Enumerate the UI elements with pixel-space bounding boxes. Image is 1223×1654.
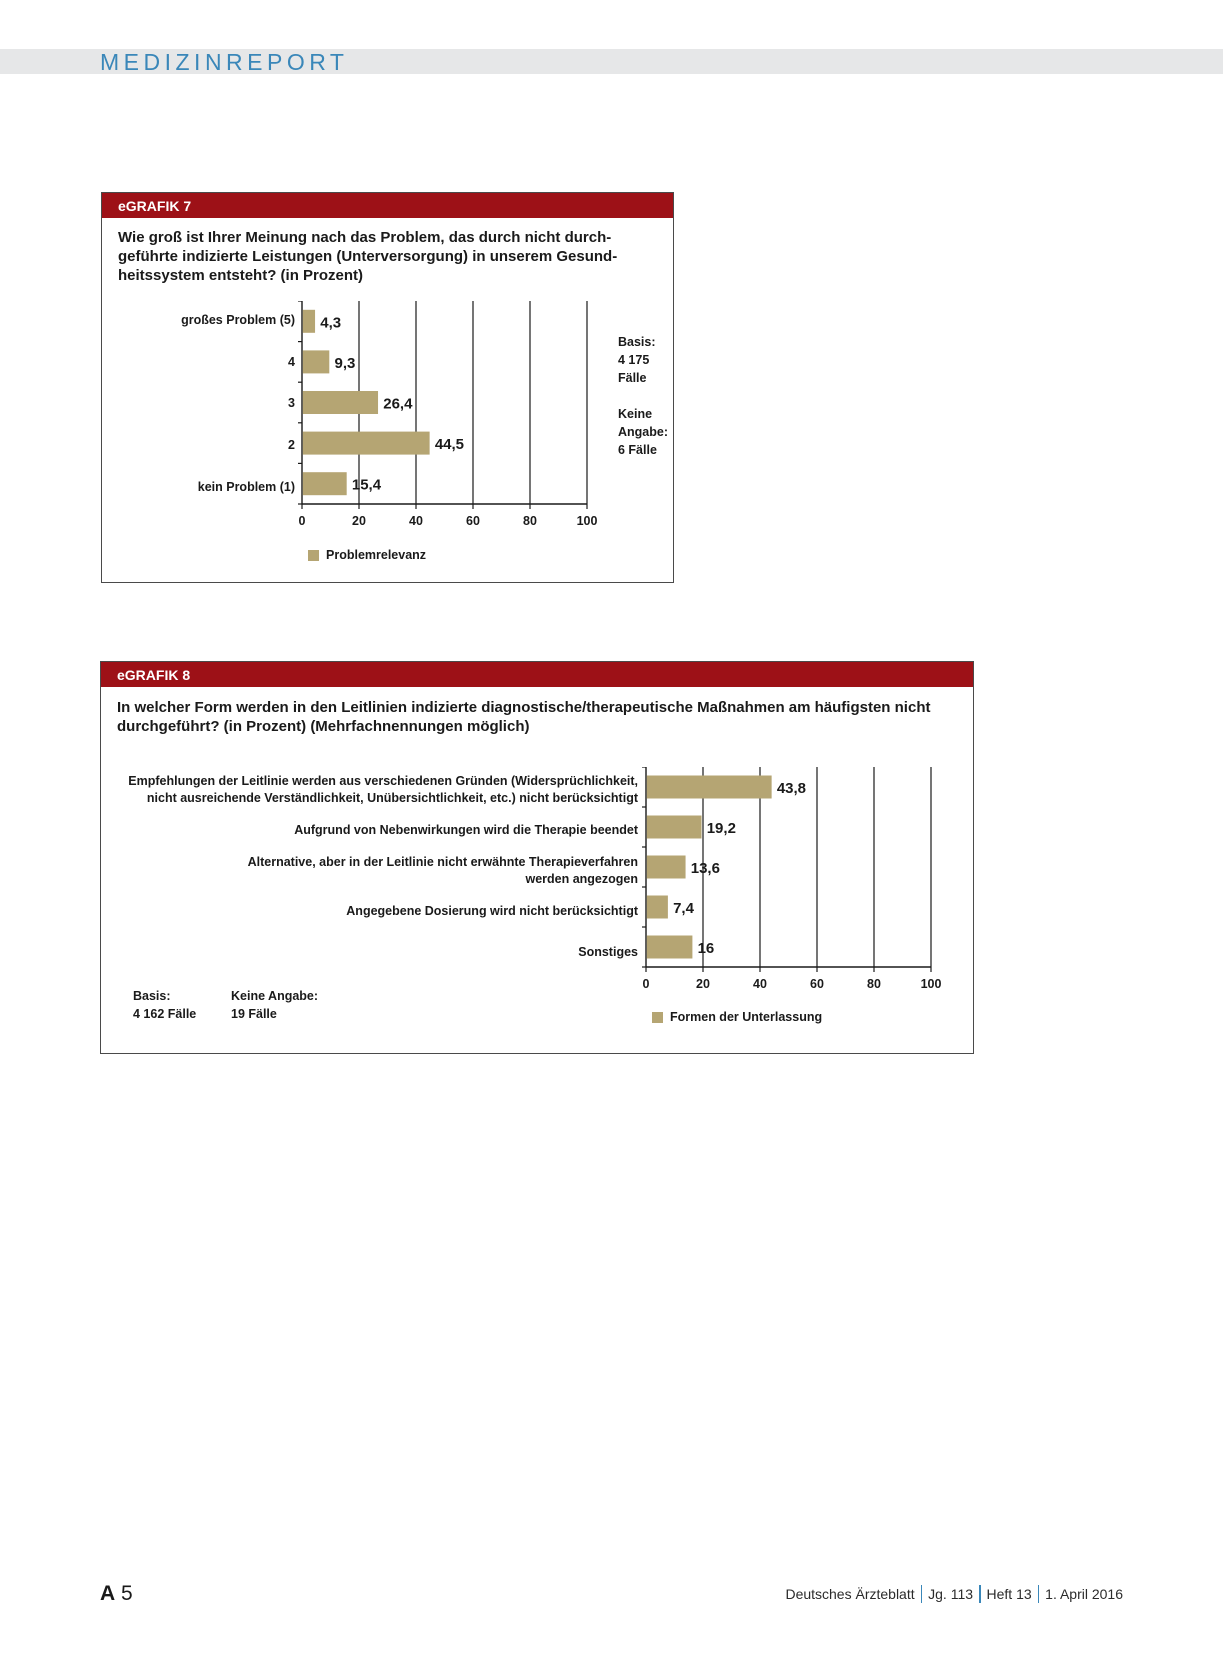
grafik8-basis [133, 987, 196, 1023]
grafik8-question [117, 698, 967, 736]
grafik7-basis-line: Angabe: [618, 425, 668, 439]
bar [647, 856, 686, 879]
page-number-value: 5 [121, 1582, 133, 1605]
grafik8-keine-value: 19 Fälle [231, 1007, 277, 1021]
grafik8-basis-label: Basis: [133, 989, 171, 1003]
data-label: 26,4 [383, 395, 413, 413]
grafik7-chart [297, 301, 617, 561]
x-tick-label: 60 [810, 977, 824, 991]
grafik7-question-line: Wie groß ist Ihrer Meinung nach das Problem, das durch nicht durch- [118, 229, 612, 246]
journal-name: Deutsches Ärzteblatt [785, 1586, 915, 1602]
x-tick-label: 100 [576, 514, 598, 528]
grafik8-keine-angabe [231, 987, 318, 1023]
grafik7-category-label: 2 [288, 438, 295, 452]
bar [647, 896, 668, 919]
grafik7-basis-line: Fälle [618, 371, 647, 385]
grafik8-category-line: Aufgrund von Nebenwirkungen wird die Therapie beendet [294, 823, 638, 837]
journal-footer [785, 1585, 1123, 1603]
bar [647, 776, 772, 799]
grafik7-panel [101, 192, 674, 583]
grafik7-label: eGRAFIK 7 [102, 193, 673, 218]
data-label: 9,3 [334, 354, 356, 372]
x-tick-label: 100 [920, 977, 942, 991]
x-tick-label: 20 [352, 514, 366, 528]
grafik8-question-line: In welcher Form werden in den Leitlinien indizierte diagnostische/therapeutische Maßnahmen am häufigsten nicht [117, 699, 931, 716]
x-tick-label: 80 [523, 514, 537, 528]
grafik8-question-line: durchgeführt? (in Prozent) (Mehrfachnennungen möglich) [117, 718, 530, 735]
page-prefix: A [100, 1582, 116, 1605]
bar [303, 391, 378, 414]
journal-volume: Jg. 113 [928, 1586, 974, 1602]
grafik7-question-line: geführte indizierte Leistungen (Unterversorgung) in unserem Gesund- [118, 248, 618, 265]
data-label: 15,4 [351, 476, 382, 494]
x-tick-label: 0 [298, 514, 306, 528]
legend-swatch [652, 1012, 663, 1023]
grafik7-legend [308, 548, 426, 562]
legend-swatch [308, 550, 319, 561]
bar [303, 432, 430, 455]
data-label: 7,4 [673, 900, 694, 917]
x-tick-label: 0 [642, 977, 650, 991]
grafik8-legend-label: Formen der Unterlassung [670, 1010, 823, 1024]
x-tick-label: 40 [753, 977, 767, 991]
x-tick-label: 20 [696, 977, 710, 991]
data-label: 44,5 [434, 436, 465, 454]
page-number [100, 1582, 133, 1606]
data-label: 19,2 [706, 820, 736, 837]
grafik8-category-line: werden angezogen [525, 872, 638, 886]
data-label: 4,3 [320, 314, 342, 332]
grafik7-legend-label: Problemrelevanz [326, 548, 427, 562]
data-label: 43,8 [776, 780, 807, 797]
grafik7-basis-line: 4 175 [618, 353, 650, 367]
grafik8-chart [641, 767, 961, 1012]
grafik7-basis-line: 6 Fälle [618, 443, 657, 457]
grafik8-category-label [111, 944, 638, 961]
grafik8-category-label [111, 903, 638, 920]
grafik7-category-label: 3 [288, 396, 295, 410]
grafik8-category-line: Angegebene Dosierung wird nicht berücksichtigt [346, 904, 638, 918]
grafik7-category-label: großes Problem (5) [181, 313, 295, 327]
x-tick-label: 60 [466, 514, 480, 528]
grafik7-basis [618, 333, 673, 459]
data-label: 16 [697, 940, 715, 957]
bar [647, 816, 702, 839]
grafik8-category-line: Sonstiges [578, 945, 638, 959]
footer-separator [1038, 1585, 1040, 1603]
grafik7-category-label: 4 [288, 355, 295, 369]
grafik7-basis-spacer [618, 387, 673, 405]
grafik7-question-line: heitssystem entsteht? (in Prozent) [118, 267, 364, 284]
grafik8-label: eGRAFIK 8 [101, 662, 973, 687]
grafik7-category-label: kein Problem (1) [197, 480, 295, 494]
section-title: MEDIZINREPORT [100, 49, 349, 75]
bar [303, 310, 315, 333]
journal-issue: Heft 13 [986, 1586, 1032, 1602]
x-tick-label: 40 [409, 514, 423, 528]
grafik8-keine-label: Keine Angabe: [231, 989, 319, 1003]
grafik7-basis-line: Basis: [618, 335, 656, 349]
grafik8-legend [652, 1010, 822, 1024]
data-label: 13,6 [690, 860, 720, 877]
grafik8-basis-value: 4 162 Fälle [133, 1007, 197, 1021]
grafik8-category-label [111, 822, 638, 839]
x-tick-label: 80 [867, 977, 881, 991]
journal-date: 1. April 2016 [1045, 1586, 1123, 1602]
bar [303, 350, 330, 373]
grafik8-category-line: Alternative, aber in der Leitlinie nicht erwähnte Therapieverfahren [247, 855, 638, 869]
bar [647, 936, 693, 959]
grafik8-category-line: Empfehlungen der Leitlinie werden aus verschiedenen Gründen (Widersprüchlichkeit, [128, 774, 638, 788]
grafik8-category-label [111, 854, 638, 888]
bar [303, 472, 347, 495]
footer-separator [921, 1585, 923, 1603]
grafik8-panel [100, 661, 974, 1054]
footer-separator [979, 1585, 981, 1603]
grafik7-question [118, 228, 658, 285]
grafik8-category-line: nicht ausreichende Verständlichkeit, Unübersichtlichkeit, etc.) nicht berücksichtigt [146, 791, 638, 805]
grafik8-category-label [111, 773, 638, 807]
grafik7-basis-line: Keine [618, 407, 653, 421]
